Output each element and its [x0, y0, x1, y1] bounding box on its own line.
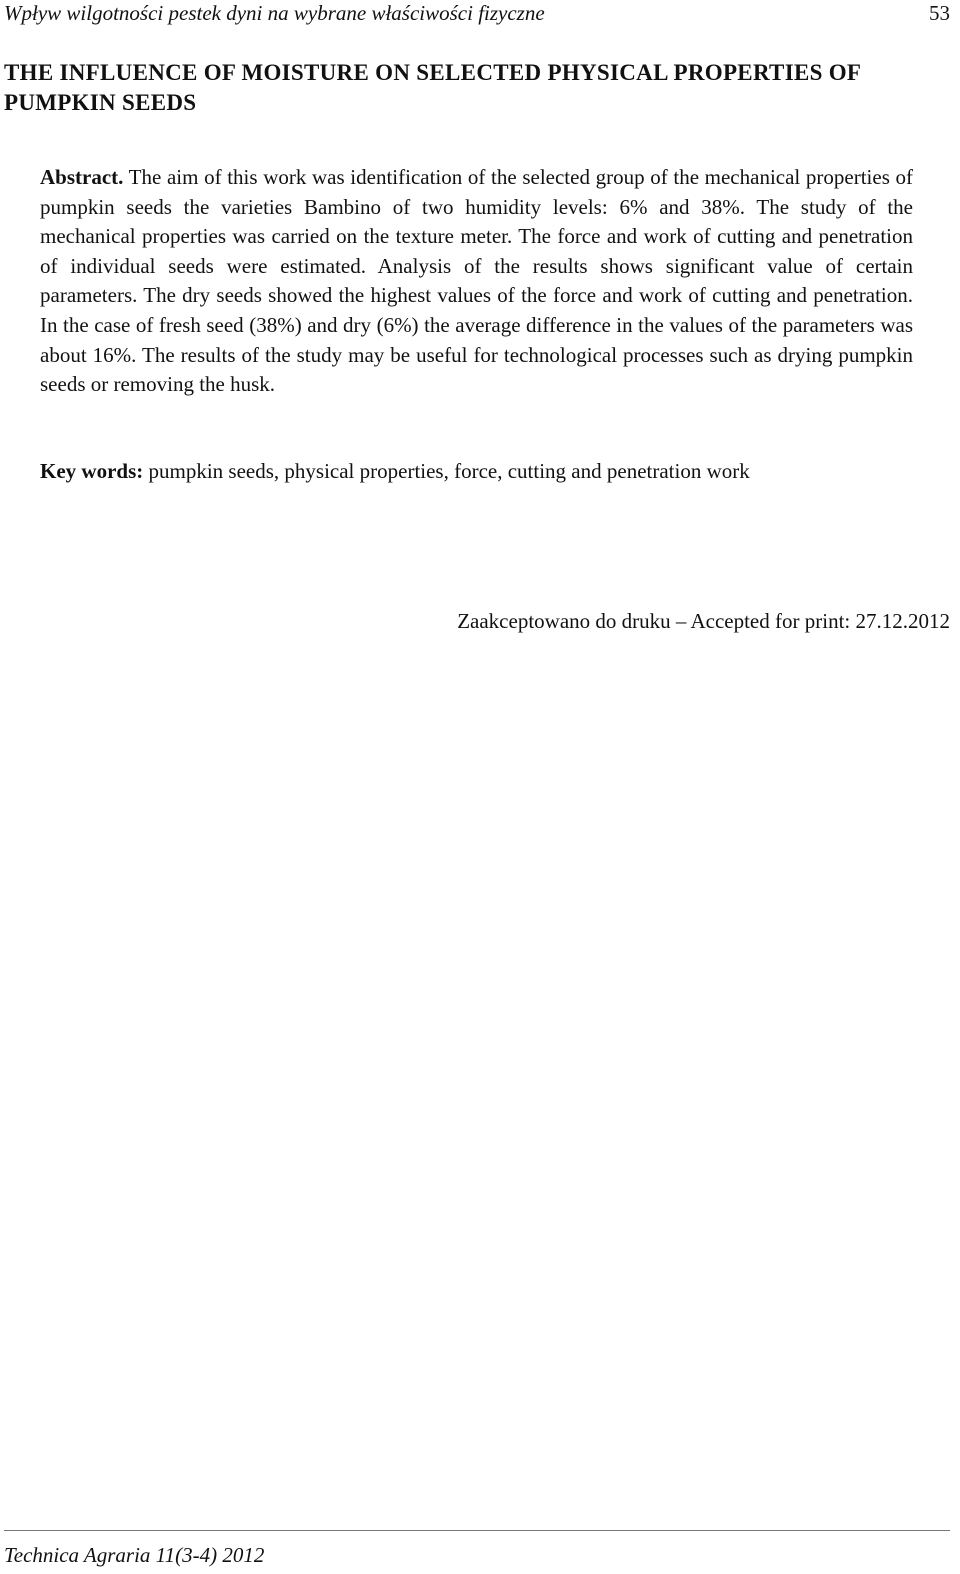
abstract-text: The aim of this work was identification of the selected group of the mechanical properties of pumpkin seeds the varieties Bambino of two humidity levels: 6% and 38%. The study of the mechanical properties was carried on the texture meter. The force and work of cutting and penetration of individual seeds were estimated. Analysis of the results shows significant value of certain parameters. The dry seeds showed the highest values of the force and work of cutting and penetration. In the case of fresh seed (38%) and dry (6%) the average difference in the values of the parameters was about 16%. The results of the study may be useful for technological processes such as drying pumpkin seeds or removing the husk. [40, 165, 913, 397]
footer-divider [4, 1530, 950, 1531]
accepted-date: Zaakceptowano do druku – Accepted for print: 27.12.2012 [457, 609, 950, 633]
keywords-line [40, 457, 920, 486]
keywords-text: pumpkin seeds, physical properties, force, cutting and penetration work [143, 459, 750, 483]
running-title: Wpływ wilgotności pestek dyni na wybrane właściwości fizyczne [4, 1, 545, 25]
keywords-label: Key words: [40, 459, 144, 483]
abstract-label: Abstract. [40, 165, 124, 189]
abstract-paragraph [40, 163, 913, 400]
journal-info: Technica Agraria 11(3-4) 2012 [4, 1543, 265, 1567]
article-title: THE INFLUENCE OF MOISTURE ON SELECTED PHYSICAL PROPERTIES OF PUMPKIN SEEDS [4, 60, 861, 115]
page-number: 53 [929, 1, 950, 25]
